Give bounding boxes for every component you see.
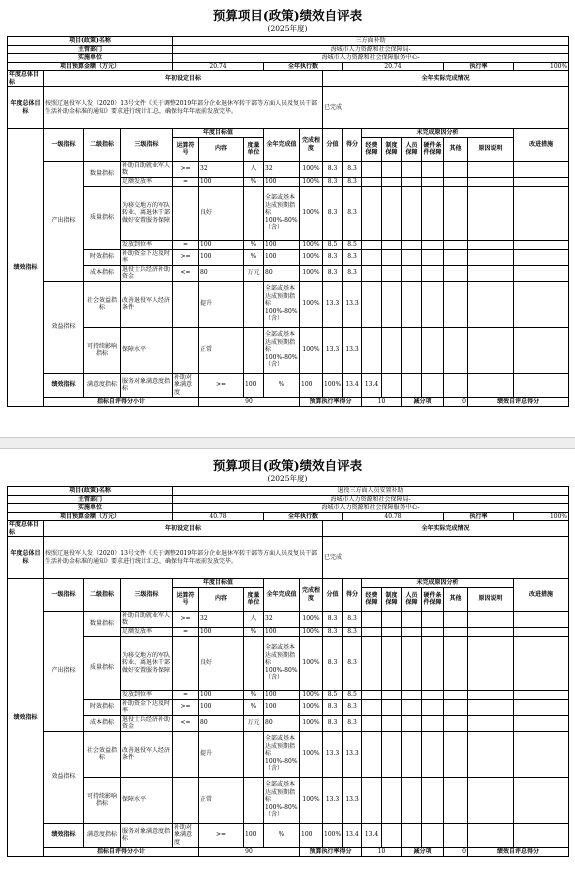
- label-self-total: 指标自评得分小计: [44, 397, 199, 406]
- col-improve: 改进措施: [514, 579, 569, 612]
- col-lvl3: 三级指标: [121, 129, 173, 162]
- label-budget: 项目预算金额（万元）: [8, 62, 173, 71]
- col-degree: 完成程度: [300, 129, 323, 162]
- row-sustain: 可持续影响指标: [84, 777, 121, 823]
- ind-qty1: 补助自助就业军人数: [121, 161, 173, 177]
- got: 13.3: [343, 777, 362, 823]
- form-table-2: [7, 486, 569, 857]
- row-time: 时效指标: [84, 249, 121, 265]
- label-self-total: 指标自评得分小计: [44, 847, 199, 856]
- page-separator: [0, 437, 575, 449]
- self-total: 90: [199, 847, 300, 856]
- got: 8.3: [343, 265, 362, 281]
- goal-text: 按照辽退役军人发（2020）13号文件《关于调整2019年部分企业退休军转干部等方面人员及复员干部生活补助金标准的通知》要求进行统计汇总，确保每年年底前发放完毕。: [44, 87, 323, 129]
- exec-score: 10: [362, 397, 402, 406]
- got: 8.3: [343, 611, 362, 627]
- col-improve: 改进措施: [514, 129, 569, 162]
- minus-value: 0: [444, 397, 468, 406]
- label-minus: 减分项: [402, 847, 444, 856]
- col-unit: 度量单位: [244, 137, 264, 161]
- col-score: 分值: [323, 579, 343, 612]
- col-full-year: 全年完成值: [264, 579, 300, 612]
- got: 8.3: [343, 161, 362, 177]
- op: >=: [199, 823, 244, 847]
- degree: 100%: [323, 373, 343, 397]
- label-perf: 绩效指标: [8, 129, 44, 407]
- dept-value: 海城市人力资源和社会保障局-: [173, 495, 569, 504]
- score: 8.3: [323, 249, 343, 265]
- col-r2: 制度保障: [382, 137, 402, 161]
- label-exec-score: 预算执行率得分: [300, 847, 362, 856]
- unit: 人: [244, 161, 264, 177]
- row-sustain: 可持续影响指标: [84, 327, 121, 373]
- target: 正常: [199, 327, 244, 373]
- score: 8.3: [323, 627, 343, 636]
- op: >=: [173, 161, 199, 177]
- ind-time1: 补助资金下达及时率: [121, 699, 173, 715]
- form-1: [7, 8, 568, 407]
- row-social: 社会效益指标: [84, 281, 121, 327]
- row-qty: 数量指标: [84, 611, 121, 636]
- ind-qual1: 为移交地方的军队转业、离退休干部做好安置服务保障: [121, 636, 173, 690]
- target: 100: [244, 373, 264, 397]
- score: 8.5: [323, 690, 343, 699]
- target: 100: [199, 690, 244, 699]
- score: 8.3: [323, 699, 343, 715]
- unit: %: [264, 823, 300, 847]
- ind-soc1: 改善退役军人经济条件: [121, 731, 173, 777]
- degree: 100%: [300, 177, 323, 186]
- unit: 万元: [244, 715, 264, 731]
- col-target: 年度目标值: [173, 579, 264, 588]
- degree: 100%: [300, 249, 323, 265]
- ind-qty1: 补助自助就业军人数: [121, 611, 173, 627]
- goal-text: 按照辽退役军人发（2020）13号文件《关于调整2019年部分企业退休军转干部等方面人员及复员干部生活补助金标准的通知》要求进行统计汇总，确保每年年底前发放完毕。: [44, 537, 323, 579]
- score: 13.3: [323, 777, 343, 823]
- budget-value: 20.74: [173, 62, 264, 71]
- got: 8.5: [343, 240, 362, 249]
- target: 100: [199, 699, 244, 715]
- score: 8.3: [323, 265, 343, 281]
- col-unfinished: 未完成原因分析: [362, 579, 514, 588]
- form-title-2: 预算项目(政策)绩效自评表: [212, 458, 363, 473]
- score: 13.3: [323, 731, 343, 777]
- label-initial-goal: 年初设定目标: [44, 71, 323, 87]
- label-annual-goal: 年度总体目标: [8, 71, 44, 87]
- actual: 100: [300, 373, 323, 397]
- op: >=: [173, 249, 199, 265]
- row-time: 时效指标: [84, 699, 121, 715]
- ind-soc1: 改善退役军人经济条件: [121, 281, 173, 327]
- col-r4: 硬件条件保障: [422, 137, 444, 161]
- col-got: 得分: [343, 579, 362, 612]
- row-effect: 效益指标: [44, 281, 84, 373]
- degree: 100%: [300, 715, 323, 731]
- label-unit: 实施单位: [8, 54, 173, 63]
- actual: 100: [300, 823, 323, 847]
- score: 8.3: [323, 715, 343, 731]
- target: 100: [199, 249, 244, 265]
- degree: 100%: [300, 690, 323, 699]
- actual: 全部或基本达成预期指标100%-80%（含）: [264, 731, 300, 777]
- row-effect: 效益指标: [44, 731, 84, 823]
- score: 8.3: [323, 177, 343, 186]
- got: 8.5: [343, 690, 362, 699]
- exec-rate-value: 100%: [514, 512, 569, 521]
- actual: 100: [264, 249, 300, 265]
- col-op: 运算符号: [173, 137, 199, 161]
- col-r3: 人员保障: [402, 137, 422, 161]
- unit: %: [264, 373, 300, 397]
- actual: 全部或基本达成预期指标100%-80%（含）: [264, 636, 300, 690]
- form-year-2: (2025年度): [267, 474, 308, 483]
- ind-sus1: 保障水平: [121, 777, 173, 823]
- got: 8.3: [343, 186, 362, 240]
- target: 32: [199, 611, 244, 627]
- target: 80: [199, 265, 244, 281]
- actual-text: 已完成: [323, 87, 569, 129]
- col-score: 分值: [323, 129, 343, 162]
- target: 正常: [199, 777, 244, 823]
- op: >=: [173, 611, 199, 627]
- minus-value: 0: [444, 847, 468, 856]
- target: 良好: [199, 186, 244, 240]
- col-r4: 硬件条件保障: [422, 587, 444, 611]
- got: 13.3: [343, 731, 362, 777]
- col-r1: 经费保障: [362, 137, 382, 161]
- unit: 万元: [244, 265, 264, 281]
- ind-qual2: 发放到位率: [121, 240, 173, 249]
- score: 8.3: [323, 636, 343, 690]
- got: 13.3: [343, 281, 362, 327]
- col-unfinished: 未完成原因分析: [362, 129, 514, 138]
- target: 良好: [199, 636, 244, 690]
- got: 8.3: [343, 636, 362, 690]
- label-annual-goal-2: 年度总体目标: [8, 537, 44, 579]
- degree: 100%: [300, 777, 323, 823]
- label-actual: 全年实际完成情况: [323, 521, 569, 537]
- target: 100: [199, 177, 244, 186]
- col-got: 得分: [343, 129, 362, 162]
- degree: 100%: [300, 161, 323, 177]
- unit: %: [244, 627, 264, 636]
- got: 13.4: [362, 373, 382, 397]
- degree: 100%: [300, 731, 323, 777]
- col-r2: 制度保障: [382, 587, 402, 611]
- degree: 100%: [300, 699, 323, 715]
- target: 提升: [199, 281, 244, 327]
- ind-sus1: 保障水平: [121, 327, 173, 373]
- actual: 32: [264, 161, 300, 177]
- actual: 全部或基本达成预期指标100%-80%（含）: [264, 186, 300, 240]
- col-lvl3: 三级指标: [121, 579, 173, 612]
- row-cost: 成本指标: [84, 265, 121, 281]
- target: 32: [199, 161, 244, 177]
- target: 100: [244, 823, 264, 847]
- col-degree: 完成程度: [300, 579, 323, 612]
- op: >=: [199, 373, 244, 397]
- score: 13.4: [343, 373, 362, 397]
- got: 13.4: [362, 823, 382, 847]
- ind-qual1: 为移交地方的军队转业、离退休干部做好安置服务保障: [121, 186, 173, 240]
- col-lvl1: 一级指标: [44, 579, 84, 612]
- label-budget: 项目预算金额（万元）: [8, 512, 173, 521]
- col-r6: 原因说明: [468, 137, 514, 161]
- col-target: 年度目标值: [173, 129, 264, 138]
- budget-value: 40.78: [173, 512, 264, 521]
- label-exec-score: 预算执行率得分: [300, 397, 362, 406]
- actual: 100: [264, 240, 300, 249]
- got: 8.3: [343, 715, 362, 731]
- label-project-name: 项目(政策)名称: [8, 487, 173, 496]
- target: 100: [199, 240, 244, 249]
- exec-score: 10: [362, 847, 402, 856]
- score: 13.4: [343, 823, 362, 847]
- actual: 80: [264, 265, 300, 281]
- actual: 100: [264, 177, 300, 186]
- annual-exec-value: 20.74: [343, 62, 444, 71]
- degree: 100%: [300, 627, 323, 636]
- score: 8.3: [323, 186, 343, 240]
- col-content: 内容: [199, 137, 244, 161]
- target: 100: [199, 627, 244, 636]
- got: 8.3: [343, 699, 362, 715]
- form-2: [7, 458, 568, 857]
- got: 8.3: [343, 627, 362, 636]
- label-annual-goal: 年度总体目标: [8, 521, 44, 537]
- row-satisfy: 满意度指标: [84, 823, 121, 847]
- project-name: 退役三方面人员安置补助: [173, 487, 569, 496]
- col-op: 运算符号: [173, 587, 199, 611]
- label-minus: 减分项: [402, 397, 444, 406]
- annual-exec-value: 40.78: [343, 512, 444, 521]
- label-perf-2: 绩效指标: [44, 823, 84, 847]
- label-exec-rate: 执行率: [444, 512, 514, 521]
- actual: 全部或基本达成预期指标100%-80%（含）: [264, 327, 300, 373]
- degree: 100%: [300, 281, 323, 327]
- label-dept: 主管部门: [8, 495, 173, 504]
- actual: 全部或基本达成预期指标100%-80%（含）: [264, 281, 300, 327]
- row-cost: 成本指标: [84, 715, 121, 731]
- target: 提升: [199, 731, 244, 777]
- label-initial-goal: 年初设定目标: [44, 521, 323, 537]
- row-qual: 质量指标: [84, 636, 121, 699]
- op: >=: [173, 699, 199, 715]
- form-table: [7, 36, 569, 407]
- ind-sat1: 补助对象满意度: [173, 823, 199, 847]
- exec-rate-value: 100%: [514, 62, 569, 71]
- actual: 32: [264, 611, 300, 627]
- label-actual: 全年实际完成情况: [323, 71, 569, 87]
- degree: 100%: [300, 186, 323, 240]
- degree: 100%: [300, 265, 323, 281]
- col-lvl2: 二级指标: [84, 129, 121, 162]
- label-final: 绩效自评总得分: [468, 847, 569, 856]
- label-dept: 主管部门: [8, 45, 173, 54]
- row-satisfy-sub: 服务对象满意度指标: [121, 373, 173, 397]
- degree: 100%: [300, 636, 323, 690]
- col-lvl1: 一级指标: [44, 129, 84, 162]
- degree: 100%: [300, 240, 323, 249]
- ind-qty2: 足额发放率: [121, 627, 173, 636]
- label-final: 绩效自评总得分: [468, 397, 569, 406]
- unit: %: [244, 177, 264, 186]
- op: =: [173, 690, 199, 699]
- degree: 100%: [300, 611, 323, 627]
- got: 8.3: [343, 249, 362, 265]
- row-output: 产出指标: [44, 161, 84, 281]
- project-name: 三方面补助: [173, 37, 569, 46]
- score: 8.5: [323, 240, 343, 249]
- target: 80: [199, 715, 244, 731]
- ind-time1: 补助资金下达及时率: [121, 249, 173, 265]
- unit: %: [244, 690, 264, 699]
- row-social: 社会效益指标: [84, 731, 121, 777]
- col-r1: 经费保障: [362, 587, 382, 611]
- col-r5: 其他: [444, 587, 468, 611]
- row-qty: 数量指标: [84, 161, 121, 186]
- score: 13.3: [323, 281, 343, 327]
- got: 13.3: [343, 327, 362, 373]
- op: <=: [173, 265, 199, 281]
- label-annual-exec: 全年执行数: [264, 62, 343, 71]
- op: =: [173, 177, 199, 186]
- actual-text: 已完成: [323, 537, 569, 579]
- actual: 全部或基本达成预期指标100%-80%（含）: [264, 777, 300, 823]
- actual: 100: [264, 627, 300, 636]
- unit-value: 海城市人力资源和社会保障服务中心-: [173, 54, 569, 63]
- label-perf: 绩效指标: [8, 579, 44, 857]
- unit: 人: [244, 611, 264, 627]
- unit-value: 海城市人力资源和社会保障服务中心-: [173, 504, 569, 513]
- label-unit: 实施单位: [8, 504, 173, 513]
- row-qual: 质量指标: [84, 186, 121, 249]
- got: 8.3: [343, 177, 362, 186]
- actual: 100: [264, 690, 300, 699]
- row-satisfy: 满意度指标: [84, 373, 121, 397]
- col-r3: 人员保障: [402, 587, 422, 611]
- form-year: (2025年度): [267, 24, 308, 33]
- actual: 100: [264, 699, 300, 715]
- unit: %: [244, 240, 264, 249]
- col-r6: 原因说明: [468, 587, 514, 611]
- col-lvl2: 二级指标: [84, 579, 121, 612]
- degree: 100%: [323, 823, 343, 847]
- label-project-name: 项目(政策)名称: [8, 37, 173, 46]
- self-total: 90: [199, 397, 300, 406]
- op: <=: [173, 715, 199, 731]
- ind-sat1: 补助对象满意度: [173, 373, 199, 397]
- op: =: [173, 627, 199, 636]
- row-satisfy-sub: 服务对象满意度指标: [121, 823, 173, 847]
- col-full-year: 全年完成值: [264, 129, 300, 162]
- unit: %: [244, 249, 264, 265]
- op: =: [173, 240, 199, 249]
- label-annual-goal-2: 年度总体目标: [8, 87, 44, 129]
- col-content: 内容: [199, 587, 244, 611]
- col-r5: 其他: [444, 137, 468, 161]
- degree: 100%: [300, 327, 323, 373]
- label-annual-exec: 全年执行数: [264, 512, 343, 521]
- label-perf-2: 绩效指标: [44, 373, 84, 397]
- row-output: 产出指标: [44, 611, 84, 731]
- score: 8.3: [323, 161, 343, 177]
- score: 8.3: [323, 611, 343, 627]
- col-unit: 度量单位: [244, 587, 264, 611]
- dept-value: 海城市人力资源和社会保障局-: [173, 45, 569, 54]
- label-exec-rate: 执行率: [444, 62, 514, 71]
- ind-qty2: 足额发放率: [121, 177, 173, 186]
- ind-cost1: 退役士兵经济补助资金: [121, 265, 173, 281]
- unit: %: [244, 699, 264, 715]
- score: 13.3: [323, 327, 343, 373]
- ind-cost1: 退役士兵经济补助资金: [121, 715, 173, 731]
- form-title: 预算项目(政策)绩效自评表: [212, 8, 363, 23]
- ind-qual2: 发放到位率: [121, 690, 173, 699]
- actual: 80: [264, 715, 300, 731]
